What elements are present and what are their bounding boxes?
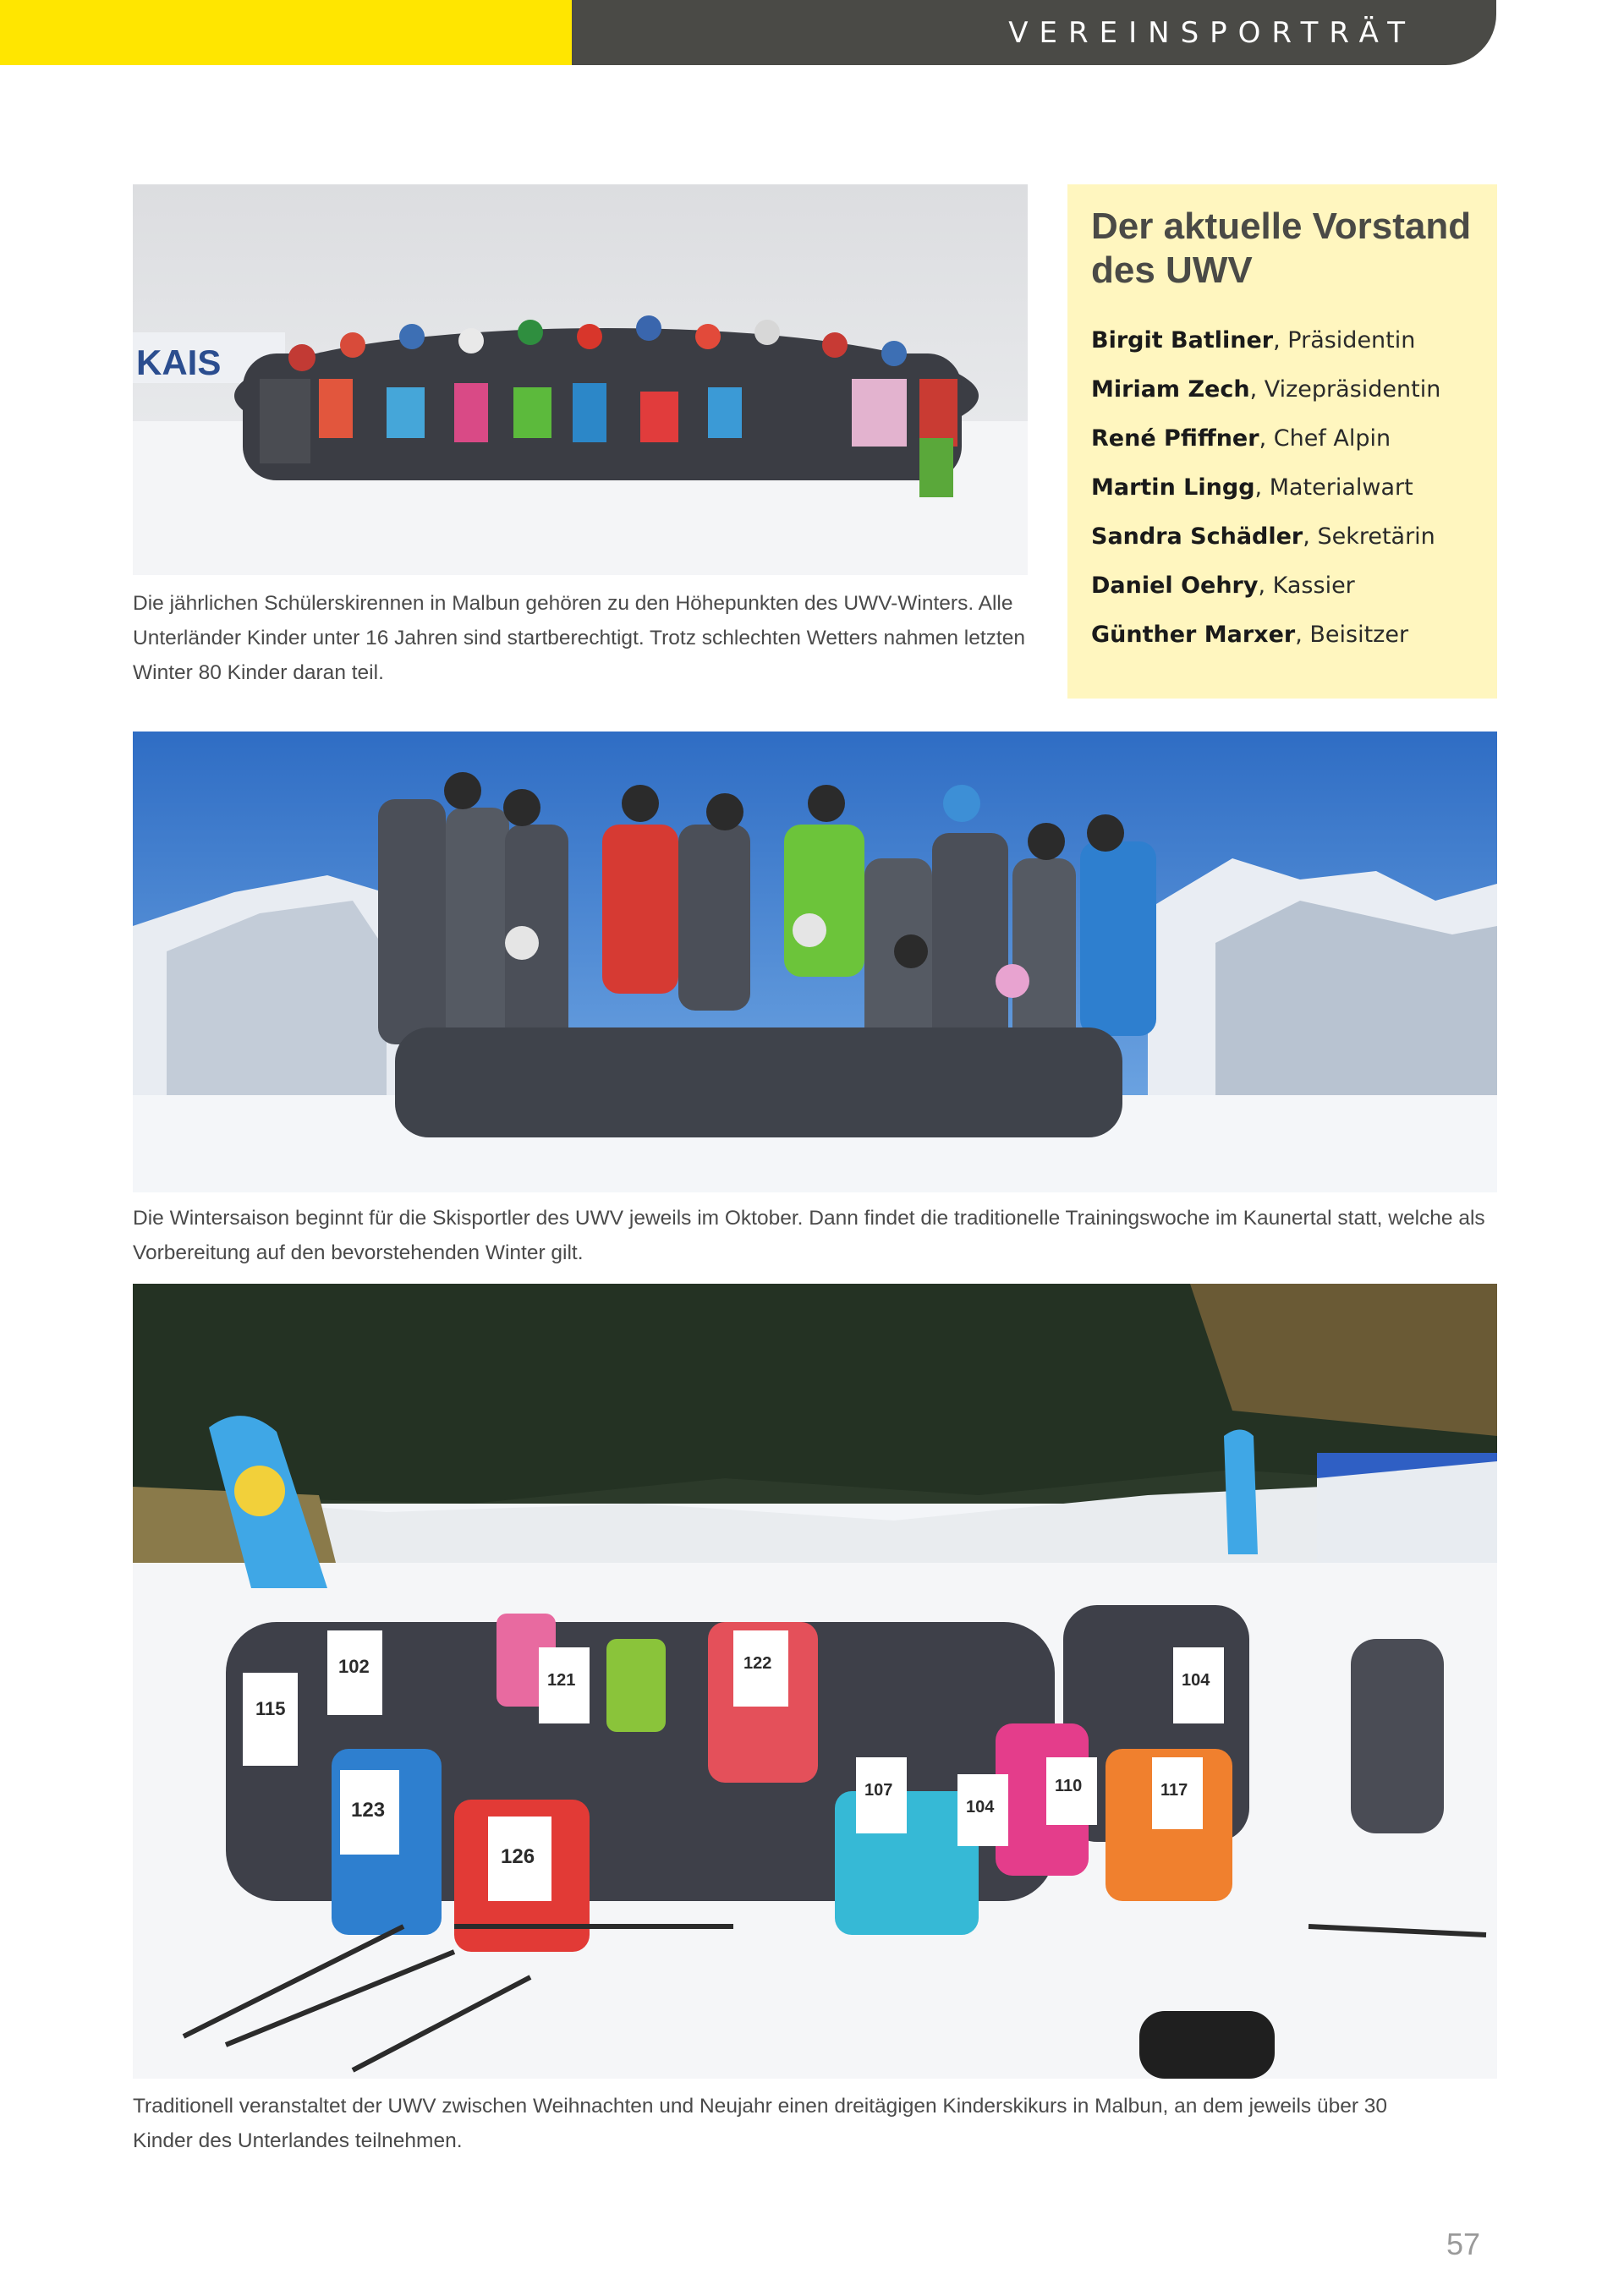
section-title: VEREINSPORTRÄT [1008,15,1416,50]
bib-number: 102 [338,1656,370,1677]
bib-number: 104 [1182,1671,1210,1690]
bib-number: 126 [501,1845,535,1868]
board-member: Daniel Oehry, Kassier [1091,573,1355,599]
member-role: Beisitzer [1309,622,1409,648]
member-role: Chef Alpin [1273,425,1391,452]
photo2-caption: Die Wintersaison beginnt für die Skisportler des UWV jeweils im Oktober. Dann findet die traditionelle Trainingswoche im Kaunertal statt, welche als Vorbereitung auf den bevorstehenden Winter gilt. [133,1207,1485,1264]
member-name: Sandra Schädler [1091,523,1303,550]
member-name: Daniel Oehry [1091,573,1259,599]
photo3-caption: Traditionell veranstaltet der UWV zwischen Weihnachten und Neujahr einen dreitägigen Kinderskikurs in Malbun, an dem jeweils über 30 Kinder des Unterlandes teilnehmen. [133,2095,1388,2152]
bib-number: 107 [864,1781,893,1800]
board-member: René Pfiffner, Chef Alpin [1091,425,1391,452]
member-name: Miriam Zech [1091,376,1250,403]
bib-number: 117 [1160,1781,1188,1800]
member-role: Materialwart [1269,474,1413,501]
board-member: Sandra Schädler, Sekretärin [1091,523,1435,550]
board-member: Günther Marxer, Beisitzer [1091,622,1409,648]
page-number: 57 [1446,2227,1480,2261]
board-title: Der aktuelle Vorstand des UWV [1091,205,1472,291]
bib-number: 115 [255,1698,286,1719]
banner-text: KAIS [136,342,222,382]
bib-number: 110 [1055,1777,1083,1795]
photo-training-week [133,732,1497,1192]
member-role: Kassier [1272,573,1355,599]
photo-kids-ski-course [133,1284,1497,2079]
board-box [1067,184,1497,699]
member-role: Sekretärin [1317,523,1435,550]
bib-number: 122 [743,1654,772,1673]
member-role: Präsidentin [1287,327,1416,353]
header-bar [572,0,1496,65]
member-role: Vizepräsidentin [1264,376,1441,403]
bib-number: 121 [547,1671,576,1690]
member-name: Günther Marxer [1091,622,1296,648]
photo-school-ski-race [133,184,1028,575]
member-name: Birgit Batliner [1091,327,1274,353]
photo1-caption: Die jährlichen Schülerskirennen in Malbun gehören zu den Höhepunkten des UWV-Winters. Alle Unterländer Kinder unter 16 Jahren sind startberechtigt. Trotz schlechten Wetters nahmen letzten Winter 80 Kinder daran teil. [133,592,1025,684]
header-yellow-bar [0,0,572,65]
board-member: Birgit Batliner, Präsidentin [1091,327,1416,353]
board-member: Martin Lingg, Materialwart [1091,474,1413,501]
member-name: Martin Lingg [1091,474,1255,501]
bib-number: 123 [351,1799,386,1822]
member-name: René Pfiffner [1091,425,1259,452]
board-member: Miriam Zech, Vizepräsidentin [1091,376,1441,403]
bib-number: 104 [966,1798,995,1817]
